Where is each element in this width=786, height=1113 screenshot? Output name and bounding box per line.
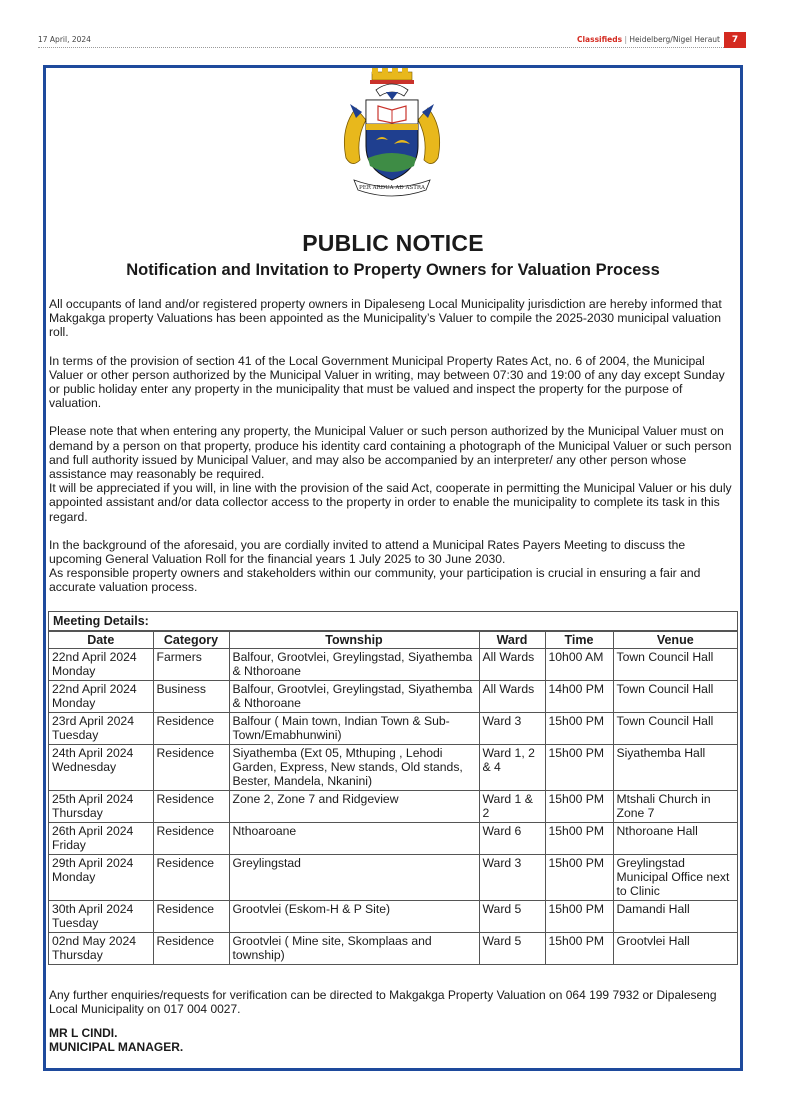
cell-category: Residence [153, 823, 229, 855]
enquiries-text: Any further enquiries/requests for verification can be directed to Makgakga Property Valuation on 064 199 7932 or Dipaleseng Local Municipality on 017 004 0027. [49, 988, 717, 1016]
cell-time: 10h00 AM [545, 649, 613, 681]
column-header-township: Township [229, 632, 479, 649]
coat-of-arms-icon [326, 68, 458, 198]
cell-time: 15h00 PM [545, 901, 613, 933]
paragraph: In the background of the aforesaid, you are cordially invited to attend a Municipal Rates Payers Meeting to discuss the upcoming General Valuation Roll for the financial years 1 July 2025 to 30 June 2030. [49, 537, 686, 567]
newspaper-header [38, 32, 746, 48]
table-row [49, 901, 737, 933]
cell-time: 14h00 PM [545, 681, 613, 713]
column-header-ward: Ward [479, 632, 545, 649]
cell-township: Grootvlei (Eskom-H & P Site) [229, 901, 479, 933]
signatory-title: MUNICIPAL MANAGER. [49, 1040, 184, 1054]
cell-time: 15h00 PM [545, 745, 613, 791]
paragraph: All occupants of land and/or registered property owners in Dipaleseng Local Municipality jurisdiction are hereby informed that Makgakga property Valuations has been appointed as the Municipality’s Valuer to compile the 2025-2030 municipal valuation roll. [49, 297, 722, 340]
cell-township: Grootvlei ( Mine site, Skomplaas and township) [229, 933, 479, 965]
column-header-date: Date [49, 632, 153, 649]
table-row [49, 823, 737, 855]
cell-ward: All Wards [479, 681, 545, 713]
cell-venue: Town Council Hall [613, 649, 737, 681]
page-title: PUBLIC NOTICE [302, 230, 484, 256]
cell-township: Balfour ( Main town, Indian Town & Sub-Town/Emabhunwini) [229, 713, 479, 745]
table-header-row [49, 632, 737, 649]
cell-ward: Ward 1 & 2 [479, 791, 545, 823]
cell-time: 15h00 PM [545, 855, 613, 901]
cell-date: 22nd April 2024 Monday [49, 681, 153, 713]
cell-ward: All Wards [479, 649, 545, 681]
table-row [49, 649, 737, 681]
notice-body [49, 297, 737, 609]
cell-date: 24th April 2024 Wednesday [49, 745, 153, 791]
cell-category: Residence [153, 745, 229, 791]
crest-motto: PER ARDUA AD ASTRA [359, 185, 425, 191]
cell-time: 15h00 PM [545, 713, 613, 745]
cell-category: Farmers [153, 649, 229, 681]
paragraph: It will be appreciated if you will, in line with the provision of the said Act, cooperate in permitting the Municipal Valuer or his duly appointed assistant and/or data collector access to the property in order to enable the municipality to complete its task in this regard. [49, 481, 732, 524]
cell-category: Residence [153, 901, 229, 933]
cell-time: 15h00 PM [545, 823, 613, 855]
cell-date: 25th April 2024 Thursday [49, 791, 153, 823]
cell-category: Residence [153, 933, 229, 965]
cell-category: Residence [153, 791, 229, 823]
cell-date: 23rd April 2024 Tuesday [49, 713, 153, 745]
meeting-table [49, 631, 737, 964]
section-name: Classifieds [576, 35, 623, 44]
signatory-name: MR L CINDI. [49, 1026, 118, 1040]
paragraph: In terms of the provision of section 41 of the Local Government Municipal Property Rates Act, no. 6 of 2004, the Municipal Valuer or other person authorized by the Municipal Valuer in writing, may between 07:30 and 19:00 of any day except Sunday or public holiday enter any property in the municipality that must be valued and inspect the property for the purpose of valuation. [49, 353, 725, 411]
paragraph: Please note that when entering any property, the Municipal Valuer or such person authorized by the Municipal Valuer must on demand by a person on that property, produce his identity card containing a photograph of the Municipal Valuer or such person and full authority issued by Municipal Valuer, and may also be accompanied by an interpreter/ any other person whose assistance may reasonably be required. [49, 424, 732, 482]
cell-venue: Greylingstad Municipal Office next to Clinic [613, 855, 737, 901]
cell-date: 22nd April 2024 Monday [49, 649, 153, 681]
cell-date: 30th April 2024 Tuesday [49, 901, 153, 933]
meeting-details [48, 611, 738, 965]
column-header-category: Category [153, 632, 229, 649]
table-row [49, 713, 737, 745]
cell-venue: Town Council Hall [613, 713, 737, 745]
cell-category: Business [153, 681, 229, 713]
cell-ward: Ward 3 [479, 713, 545, 745]
meeting-heading: Meeting Details: [49, 612, 737, 631]
cell-township: Siyathemba (Ext 05, Mthuping , Lehodi Garden, Express, New stands, Old stands, Bester, Mandela, Nkanini) [229, 745, 479, 791]
section-label [577, 35, 720, 44]
cell-venue: Siyathemba Hall [613, 745, 737, 791]
cell-venue: Grootvlei Hall [613, 933, 737, 965]
cell-category: Residence [153, 713, 229, 745]
cell-township: Balfour, Grootvlei, Greylingstad, Siyathemba & Nthoroane [229, 649, 479, 681]
cell-ward: Ward 5 [479, 901, 545, 933]
cell-date: 29th April 2024 Monday [49, 855, 153, 901]
cell-ward: Ward 6 [479, 823, 545, 855]
cell-township: Nthoaroane [229, 823, 479, 855]
cell-date: 02nd May 2024 Thursday [49, 933, 153, 965]
cell-venue: Town Council Hall [613, 681, 737, 713]
cell-ward: Ward 5 [479, 933, 545, 965]
cell-ward: Ward 3 [479, 855, 545, 901]
table-row [49, 933, 737, 965]
column-header-time: Time [545, 632, 613, 649]
cell-venue: Mtshali Church in Zone 7 [613, 791, 737, 823]
cell-date: 26th April 2024 Friday [49, 823, 153, 855]
section-separator: | [624, 35, 628, 44]
table-row [49, 745, 737, 791]
cell-time: 15h00 PM [545, 791, 613, 823]
publication-name: Heidelberg/Nigel Heraut [629, 35, 720, 44]
cell-township: Greylingstad [229, 855, 479, 901]
cell-venue: Damandi Hall [613, 901, 737, 933]
cell-category: Residence [153, 855, 229, 901]
cell-township: Zone 2, Zone 7 and Ridgeview [229, 791, 479, 823]
column-header-venue: Venue [613, 632, 737, 649]
signature-block [49, 1026, 183, 1054]
table-row [49, 855, 737, 901]
page-number: 7 [724, 32, 746, 48]
table-row [49, 791, 737, 823]
cell-time: 15h00 PM [545, 933, 613, 965]
cell-venue: Nthoroane Hall [613, 823, 737, 855]
issue-date: 17 April, 2024 [38, 35, 91, 44]
cell-township: Balfour, Grootvlei, Greylingstad, Siyathemba & Nthoroane [229, 681, 479, 713]
table-row [49, 681, 737, 713]
cell-ward: Ward 1, 2 & 4 [479, 745, 545, 791]
page-subtitle: Notification and Invitation to Property Owners for Valuation Process [126, 261, 660, 279]
paragraph: As responsible property owners and stakeholders within our community, your participation is crucial in ensuring a fair and accurate valuation process. [49, 566, 701, 595]
